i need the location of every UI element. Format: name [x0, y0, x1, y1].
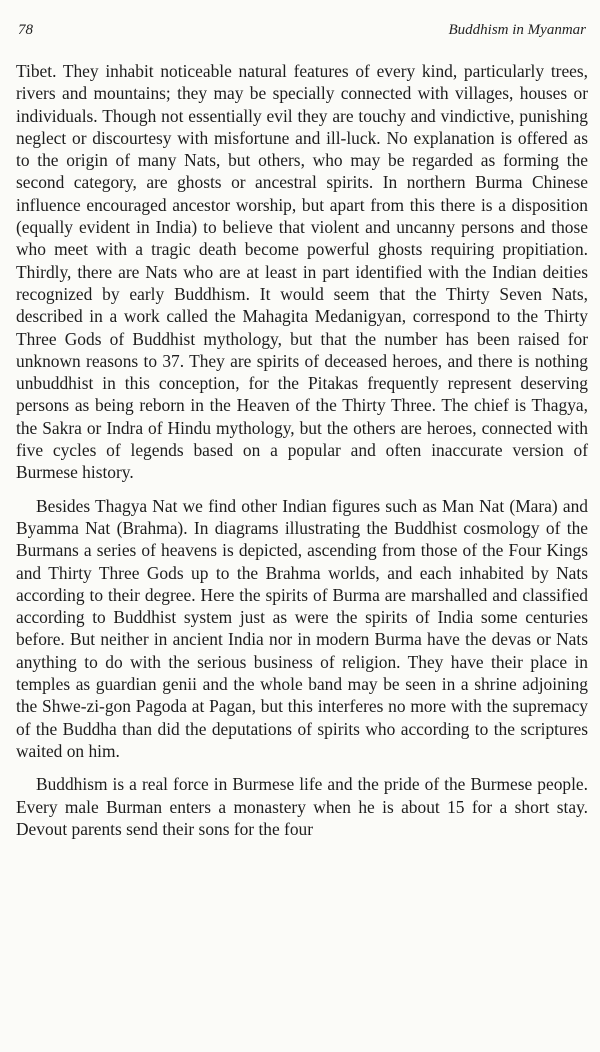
page-number: 78	[18, 22, 33, 38]
running-title: Buddhism in Myanmar	[448, 22, 586, 38]
paragraph-buddhism-force: Buddhism is a real force in Burmese life and the pride of the Burmese people. Every male Burman enters a monastery when he is about 15 for a short stay. Devout parents send their sons for the four	[16, 774, 588, 839]
body-text	[16, 60, 588, 840]
running-header	[16, 22, 588, 50]
paragraph-indian-figures: Besides Thagya Nat we find other Indian figures such as Man Nat (Mara) and Byamma Nat (Brahma). In diagrams illustrating the Buddhist cosmology of the Burmans a series of heavens is depicted, ascending from those of the Four Kings and Thirty Three Gods up to the Brahma worlds, and each inhabited by Nats according to their degree. Here the spirits of Burma are marshalled and classified according to Buddhist system just as were the spirits of India some centuries before. But neither in ancient India nor in modern Burma have the devas or Nats anything to do with the serious business of religion. They have their place in temples as guardian genii and the whole band may be seen in a shrine adjoining the Shwe-zi-gon Pagoda at Pagan, but this interferes no more with the supremacy of the Buddha than did the deputations of spirits who according to the scriptures waited on him.	[16, 495, 588, 761]
paragraph-continued: Tibet. They inhabit noticeable natural features of every kind, particularly trees, rivers and mountains; they may be specially connected with villages, houses or individuals. Though not essentially evil they are touchy and vindictive, punishing neglect or discourtesy with misfortune and ill-luck. No explanation is offered as to the origin of many Nats, but others, who may be regarded as forming the second category, are ghosts or ancestral spirits. In northern Burma Chinese influence encouraged ancestor worship, but apart from this there is a disposition (equally evident in India) to believe that violent and uncanny persons and those who meet with a tragic death become powerful ghosts requiring propitiation. Thirdly, there are Nats who are at least in part identified with the Indian deities recognized by early Buddhism. It would seem that the Thirty Seven Nats, described in a work called the Mahagita Medanigyan, correspond to the Thirty Three Gods of Buddhist mythology, but that the number has been raised for unknown reasons to 37. They are spirits of deceased heroes, and there is nothing unbuddhist in this conception, for the Pitakas frequently represent deserving persons as being reborn in the Heaven of the Thirty Three. The chief is Thagya, the Sakra or Indra of Hindu mythology, but the others are heroes, connected with five cycles of legends based on a popular and often inaccurate version of Burmese history.	[16, 61, 588, 483]
